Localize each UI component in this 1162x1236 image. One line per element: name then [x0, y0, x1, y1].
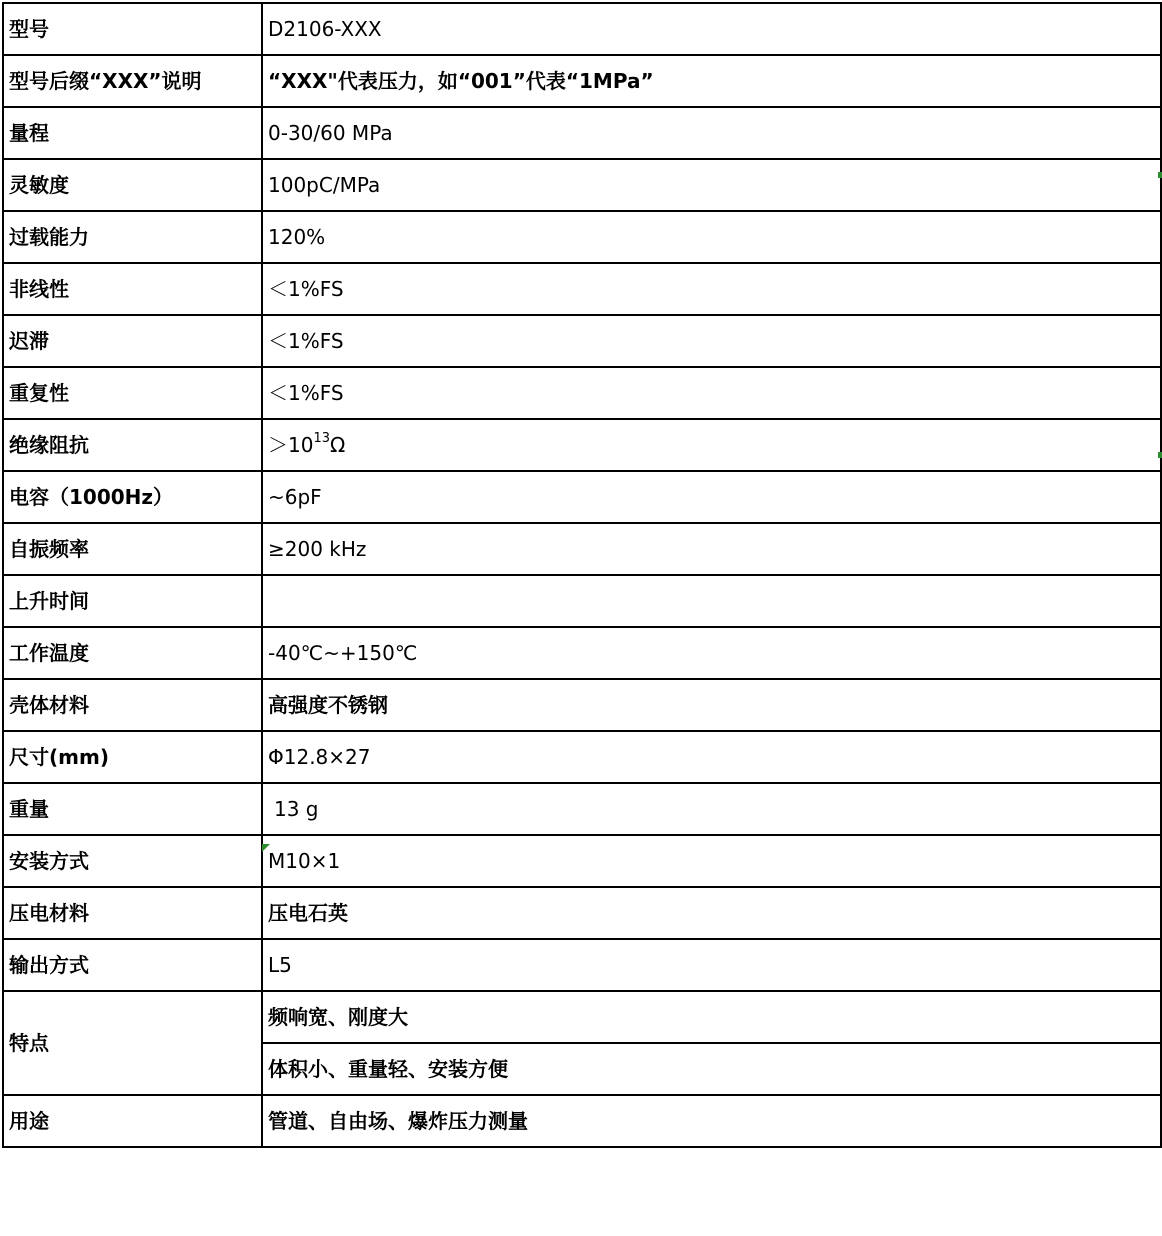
row-label-mounting: 安装方式 — [3, 835, 262, 887]
table-row — [3, 731, 1161, 783]
row-label-insulation: 绝缘阻抗 — [3, 419, 262, 471]
table-row — [3, 263, 1161, 315]
table-row — [3, 1095, 1161, 1147]
row-label-resonance: 自振频率 — [3, 523, 262, 575]
row-label-rise-time: 上升时间 — [3, 575, 262, 627]
row-value-overload: 120% — [262, 211, 1161, 263]
edge-marker — [1158, 452, 1162, 458]
row-value-mounting: M10×1 — [262, 835, 1161, 887]
table-row — [3, 211, 1161, 263]
row-value-output: L5 — [262, 939, 1161, 991]
row-value-repeatability: ＜1%FS — [262, 367, 1161, 419]
row-label-capacitance: 电容（1000Hz） — [3, 471, 262, 523]
table-row — [3, 367, 1161, 419]
row-value-application: 管道、自由场、爆炸压力测量 — [262, 1095, 1161, 1147]
table-row — [3, 575, 1161, 627]
table-row — [3, 835, 1161, 887]
cell-comment-marker — [262, 844, 270, 852]
row-label-housing: 壳体材料 — [3, 679, 262, 731]
row-label-application: 用途 — [3, 1095, 262, 1147]
insulation-prefix: ＞10 — [268, 433, 314, 457]
table-row — [3, 887, 1161, 939]
row-label-dimensions: 尺寸(mm) — [3, 731, 262, 783]
row-value-rise-time — [262, 575, 1161, 627]
row-label-nonlinearity: 非线性 — [3, 263, 262, 315]
table-row — [3, 159, 1161, 211]
table-row — [3, 627, 1161, 679]
row-label-overload: 过载能力 — [3, 211, 262, 263]
table-row — [3, 419, 1161, 471]
row-value-capacitance: ~6pF — [262, 471, 1161, 523]
table-row — [3, 783, 1161, 835]
row-label-temperature: 工作温度 — [3, 627, 262, 679]
row-label-hysteresis: 迟滞 — [3, 315, 262, 367]
row-value-sensitivity: 100pC/MPa — [262, 159, 1161, 211]
row-label-piezo-material: 压电材料 — [3, 887, 262, 939]
table-row — [3, 471, 1161, 523]
row-value-hysteresis: ＜1%FS — [262, 315, 1161, 367]
row-label-suffix: 型号后缀“XXX”说明 — [3, 55, 262, 107]
table-row — [3, 679, 1161, 731]
edge-marker — [1158, 172, 1162, 178]
table-row — [3, 939, 1161, 991]
row-value-dimensions: Φ12.8×27 — [262, 731, 1161, 783]
row-label-range: 量程 — [3, 107, 262, 159]
row-value-range: 0-30/60 MPa — [262, 107, 1161, 159]
row-value-piezo-material: 压电石英 — [262, 887, 1161, 939]
row-value-model: D2106-XXX — [262, 3, 1161, 55]
row-value-feature-1: 频响宽、刚度大 — [262, 991, 1161, 1043]
row-value-insulation — [262, 419, 1161, 471]
table-row — [3, 107, 1161, 159]
table-row — [3, 315, 1161, 367]
insulation-unit: Ω — [330, 433, 346, 457]
row-value-weight: 13 g — [262, 783, 1161, 835]
table-row — [3, 991, 1161, 1043]
row-value-resonance: ≥200 kHz — [262, 523, 1161, 575]
row-label-model: 型号 — [3, 3, 262, 55]
row-label-output: 输出方式 — [3, 939, 262, 991]
table-row — [3, 3, 1161, 55]
table-row — [3, 523, 1161, 575]
row-value-temperature: -40℃~+150℃ — [262, 627, 1161, 679]
row-value-feature-2: 体积小、重量轻、安装方便 — [262, 1043, 1161, 1095]
insulation-exponent: 13 — [313, 431, 330, 447]
row-value-nonlinearity: ＜1%FS — [262, 263, 1161, 315]
spec-table — [2, 2, 1162, 1148]
row-label-repeatability: 重复性 — [3, 367, 262, 419]
row-label-weight: 重量 — [3, 783, 262, 835]
row-label-sensitivity: 灵敏度 — [3, 159, 262, 211]
row-value-suffix: “XXX"代表压力，如“001”代表“1MPa” — [262, 55, 1161, 107]
row-label-features: 特点 — [3, 991, 262, 1095]
row-value-housing: 高强度不锈钢 — [262, 679, 1161, 731]
table-row — [3, 55, 1161, 107]
